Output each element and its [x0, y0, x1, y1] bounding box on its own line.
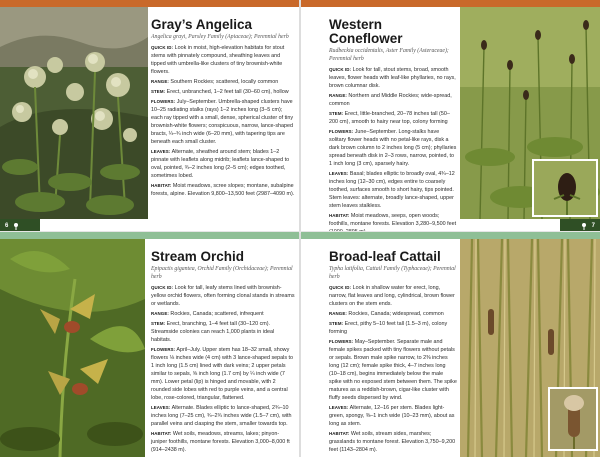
cattail-inset-photo [548, 387, 598, 451]
orchid-image [0, 239, 145, 457]
entry-flowers: FLOWERS: July–September. Umbrella-shaped clusters have 10–25 radiating stalks (rays) 1–2 inches long (3–5 cm); each ray tipped with a small, dense, spherical cluster of tiny brownish-white flowers; conspicuous, narrow, lance-shaped bracts, ¼–¾ inch wide (6–20 mm), with tapering tips are beneath each small cluster. [151, 98, 294, 145]
page-western-coneflower [301, 0, 600, 232]
scientific-name: Rudbeckia occidentalis, Aster Family (Asteraceae); Perennial herb [329, 48, 449, 63]
entry-quick-id: QUICK ID: Look for tall, stout stems, broad, smooth leaves, flower heads with leaf-like phyllaries, no rays, brown columnar disk. [329, 66, 456, 89]
page-title: Broad-leaf Cattail [329, 249, 441, 264]
header-band [301, 232, 600, 239]
page-title: Gray’s Angelica [151, 17, 253, 32]
entry-stem: STEM: Erect, pithy 5–10 feet tall (1.5–3 m), colony forming [329, 320, 448, 335]
entry-range: RANGE: Rockies, Canada; widespread, common [329, 310, 444, 317]
scientific-name: Angelica grayi, Parsley Family (Apiaceae); Perennial herb [151, 34, 289, 41]
entry-range: RANGE: Rockies, Canada; scattered, infrequent [151, 310, 264, 317]
page-title: Stream Orchid [151, 249, 245, 264]
orchid-photo [0, 239, 145, 457]
entry-range: RANGE: Northern and Middle Rockies; wide-spread, common [329, 92, 452, 107]
angelica-text [151, 18, 295, 198]
coneflower-text [329, 18, 457, 232]
entry-leaves: LEAVES: Basal; blades elliptic to broadly oval, 4¾–12 inches long (12–30 cm), edges entire to coarsely toothed, surfaces smooth to short hairy, tips pointed. Stem leaves: alternate, broadly lance-shaped, upper stem leaves stalkless. [329, 170, 455, 209]
entry-habitat: HABITAT: Moist meadows, scree slopes; montane, subalpine forests, alpine. Elevation 9,800–13,500 feet (2987–4090 m). [151, 182, 295, 197]
entry-leaves: LEAVES: Alternate, 12–16 per stem. Blades light-green, spongy, ⅜–1 inch wide (10–23 mm), about as long as stem. [329, 404, 455, 427]
entry-habitat: HABITAT: Wet soils, stream sides, marshes; grasslands to montane forest. Elevation 3,750–9,200 feet (1143–2804 m). [329, 430, 456, 453]
scientific-name: Epipactis gigantea, Orchid Family (Orchidaceae); Perennial herb [151, 266, 293, 280]
entry-range: RANGE: Southern Rockies; scattered, locally common [151, 78, 279, 85]
page-stream-orchid [0, 232, 299, 457]
orchid-text [151, 250, 295, 454]
entry-flowers: FLOWERS: June–September. Long-stalks have solitary flower heads with no petal-like rays, disk a dark brown column to 2 inches long (5 cm); phyllaries spread beneath disk in 2–3 rows, narrow, pointed, to 1 inch long (3 cm), sparsely hairy. [329, 128, 457, 167]
entry-leaves: LEAVES: Alternate, sheathed around stem; blades 1–2 pinnate with leaflets along midrib; leaflets lance-shaped to oval, pointed, ¾–2 inches long (2–5 cm); edges toothed, sometimes lobed. [151, 148, 290, 179]
cattail-photo [460, 239, 600, 457]
angelica-image [0, 7, 148, 219]
coneflower-inset-photo [532, 159, 598, 217]
page-number: 7 [591, 222, 595, 229]
flower-icon [580, 222, 588, 230]
scientific-name: Typha latifolia, Cattail Family (Typhaceae); Perennial herb [329, 266, 456, 280]
header-band [0, 0, 299, 7]
angelica-photo [0, 7, 148, 219]
header-band [301, 0, 600, 7]
entry-quick-id: QUICK ID: Look in moist, high-elevation habitats for stout stems with pinnately compound, sheathing leaves and tipped with umbrella-like clusters of tiny brownish-white flowers. [151, 44, 285, 75]
entry-quick-id: QUICK ID: Look in shallow water for erect, long, narrow, flat leaves and long, cylindrical, brown flower clusters on the stem ends. [329, 284, 455, 307]
header-band [0, 232, 299, 239]
cattail-text [329, 250, 457, 454]
page-number: 6 [5, 222, 9, 229]
entry-quick-id: QUICK ID: Look for tall, leafy stems lined with brownish-yellow orchid flowers, often forming clonal stands in streams or wetlands. [151, 284, 295, 307]
entry-flowers: FLOWERS: April–July. Upper stem has 18–32 small, showy flowers ⅛ inches wide (4 cm) with 3 lance-shaped sepals to 1 inch long (1.5 cm) lined with dark veins; 2 upper petals similar to sepals, ⅝ inch long (1.7 cm) by ¼ inch wide (7 mm). Lower petal (lip) is hinged and movable, with 2 rounded side lobes with red to purple veins, and a central lobe, rose-colored, triangular, flattened. [151, 346, 294, 401]
flower-icon [12, 222, 20, 230]
coneflower-photo [460, 7, 600, 219]
entry-habitat: HABITAT: Moist meadows, seeps, open woods; foothills, montane forests. Elevation 3,280–9,500 feet [329, 212, 457, 227]
page-title: Western Coneflower [329, 17, 403, 47]
page-grays-angelica [0, 0, 299, 232]
entry-habitat: HABITAT: Wet soils, meadows, streams, lakes; pinyon-juniper foothills, montane forests. Elevation 3,000–8,000 ft (914–2438 m). [151, 430, 290, 453]
page-broad-leaf-cattail [301, 232, 600, 457]
entry-stem: STEM: Erect, little-branched, 20–78 inches tall (50–200 cm), smooth to hairy near top, colony forming [329, 110, 450, 125]
entry-stem: STEM: Erect, branching, 1–4 feet tall (30–120 cm). Streamside colonies can reach 1,000 plants in ideal habitats. [151, 320, 275, 343]
entry-stem: STEM: Erect, unbranched, 1–2 feet tall (30–60 cm), hollow [151, 88, 289, 95]
entry-leaves: LEAVES: Alternate. Blades elliptic to lance-shaped, 2¾–10 inches long (7–25 cm), ¾–2¾ inches wide (1.5–7 cm), with parallel veins and clasping the stem, smaller towards top. [151, 404, 292, 427]
entry-flowers: FLOWERS: May–September. Separate male and female spikes packed with tiny flowers without petals or sepals. Brown male spike narrow, to 2⅜ inches long (12 cm); female spike thick, 4–7 inches long (10–18 cm), begins immediately below the male spike with no exposed stem between them. The spike matures as a reddish-brown, cigar-like cluster with fluffy seeds dispersed by wind. [329, 338, 457, 401]
